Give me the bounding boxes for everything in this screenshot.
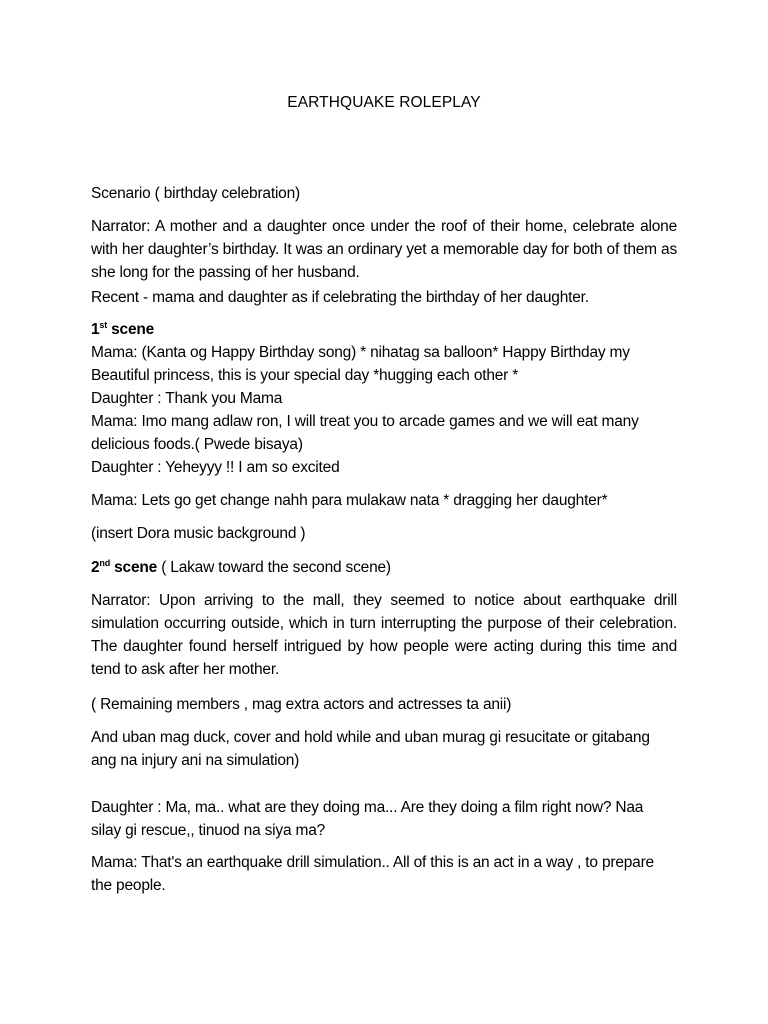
scene-1-number: 1 [91,321,100,338]
narrator-paragraph-2 [91,589,677,681]
scene-1-line: Daughter : Yeheyyy !! I am so excited [91,459,340,476]
uban-paragraph: And uban mag duck, cover and hold while and uban murag gi resucitate or gitabang ang na injury ani na simulation) [91,729,650,769]
scene-1-heading [91,318,677,341]
scene-2-heading [91,556,677,579]
narrator-text: A mother and a daughter once under the roof of their home, celebrate alone with her daughter’s birthday. It was an ordinary yet a memorable day for both of them as she long for the passing of her husband. [91,218,677,281]
scene-1-line: Beautiful princess, this is your special day *hugging each other * [91,367,519,384]
scene-1-line: delicious foods.( Pwede bisaya) [91,436,303,453]
narrator-paragraph-1 [91,215,677,284]
scene-2-subtitle: ( Lakaw toward the second scene) [157,559,391,576]
scene-2-label: scene [110,559,158,576]
mama-answer-paragraph: Mama: That's an earthquake drill simulation.. All of this is an act in a way , to prepare the people. [91,854,654,894]
scene-1-label: scene [107,321,155,338]
scene-1-line: Daughter : Thank you Mama [91,390,283,407]
narrator-recent-line: Recent - mama and daughter as if celebrating the birthday of her daughter. [91,289,589,306]
narrator-speaker: Narrator: [91,592,151,609]
scene-1-music-line: (insert Dora music background ) [91,525,306,542]
scene-1-line: Mama: Imo mang adlaw ron, I will treat you to arcade games and we will eat many [91,413,639,430]
scene-1-ordinal: st [99,319,108,330]
scene-1-line: Mama: (Kanta og Happy Birthday song) * nihatag sa balloon* Happy Birthday my [91,344,630,361]
scenario-heading: Scenario ( birthday celebration) [91,185,300,202]
document-title: EARTHQUAKE ROLEPLAY [287,94,481,111]
remaining-members-line: ( Remaining members , mag extra actors and actresses ta anii) [91,696,512,713]
narrator-speaker: Narrator: [91,218,151,235]
scene-2-number: 2 [91,559,100,576]
daughter-question-paragraph: Daughter : Ma, ma.. what are they doing ma... Are they doing a film right now? Naa silay gi rescue,, tinuod na siya ma? [91,799,644,839]
scene-1-go-line: Mama: Lets go get change nahh para mulakaw nata * dragging her daughter* [91,492,608,509]
narrator-text: Upon arriving to the mall, they seemed to notice about earthquake drill simulation occurring outside, which in turn interrupting the purpose of their celebration. The daughter found herself intrigued by how people were acting during this time and tend to ask after her mother. [91,592,677,678]
scene-2-ordinal: nd [99,557,111,568]
